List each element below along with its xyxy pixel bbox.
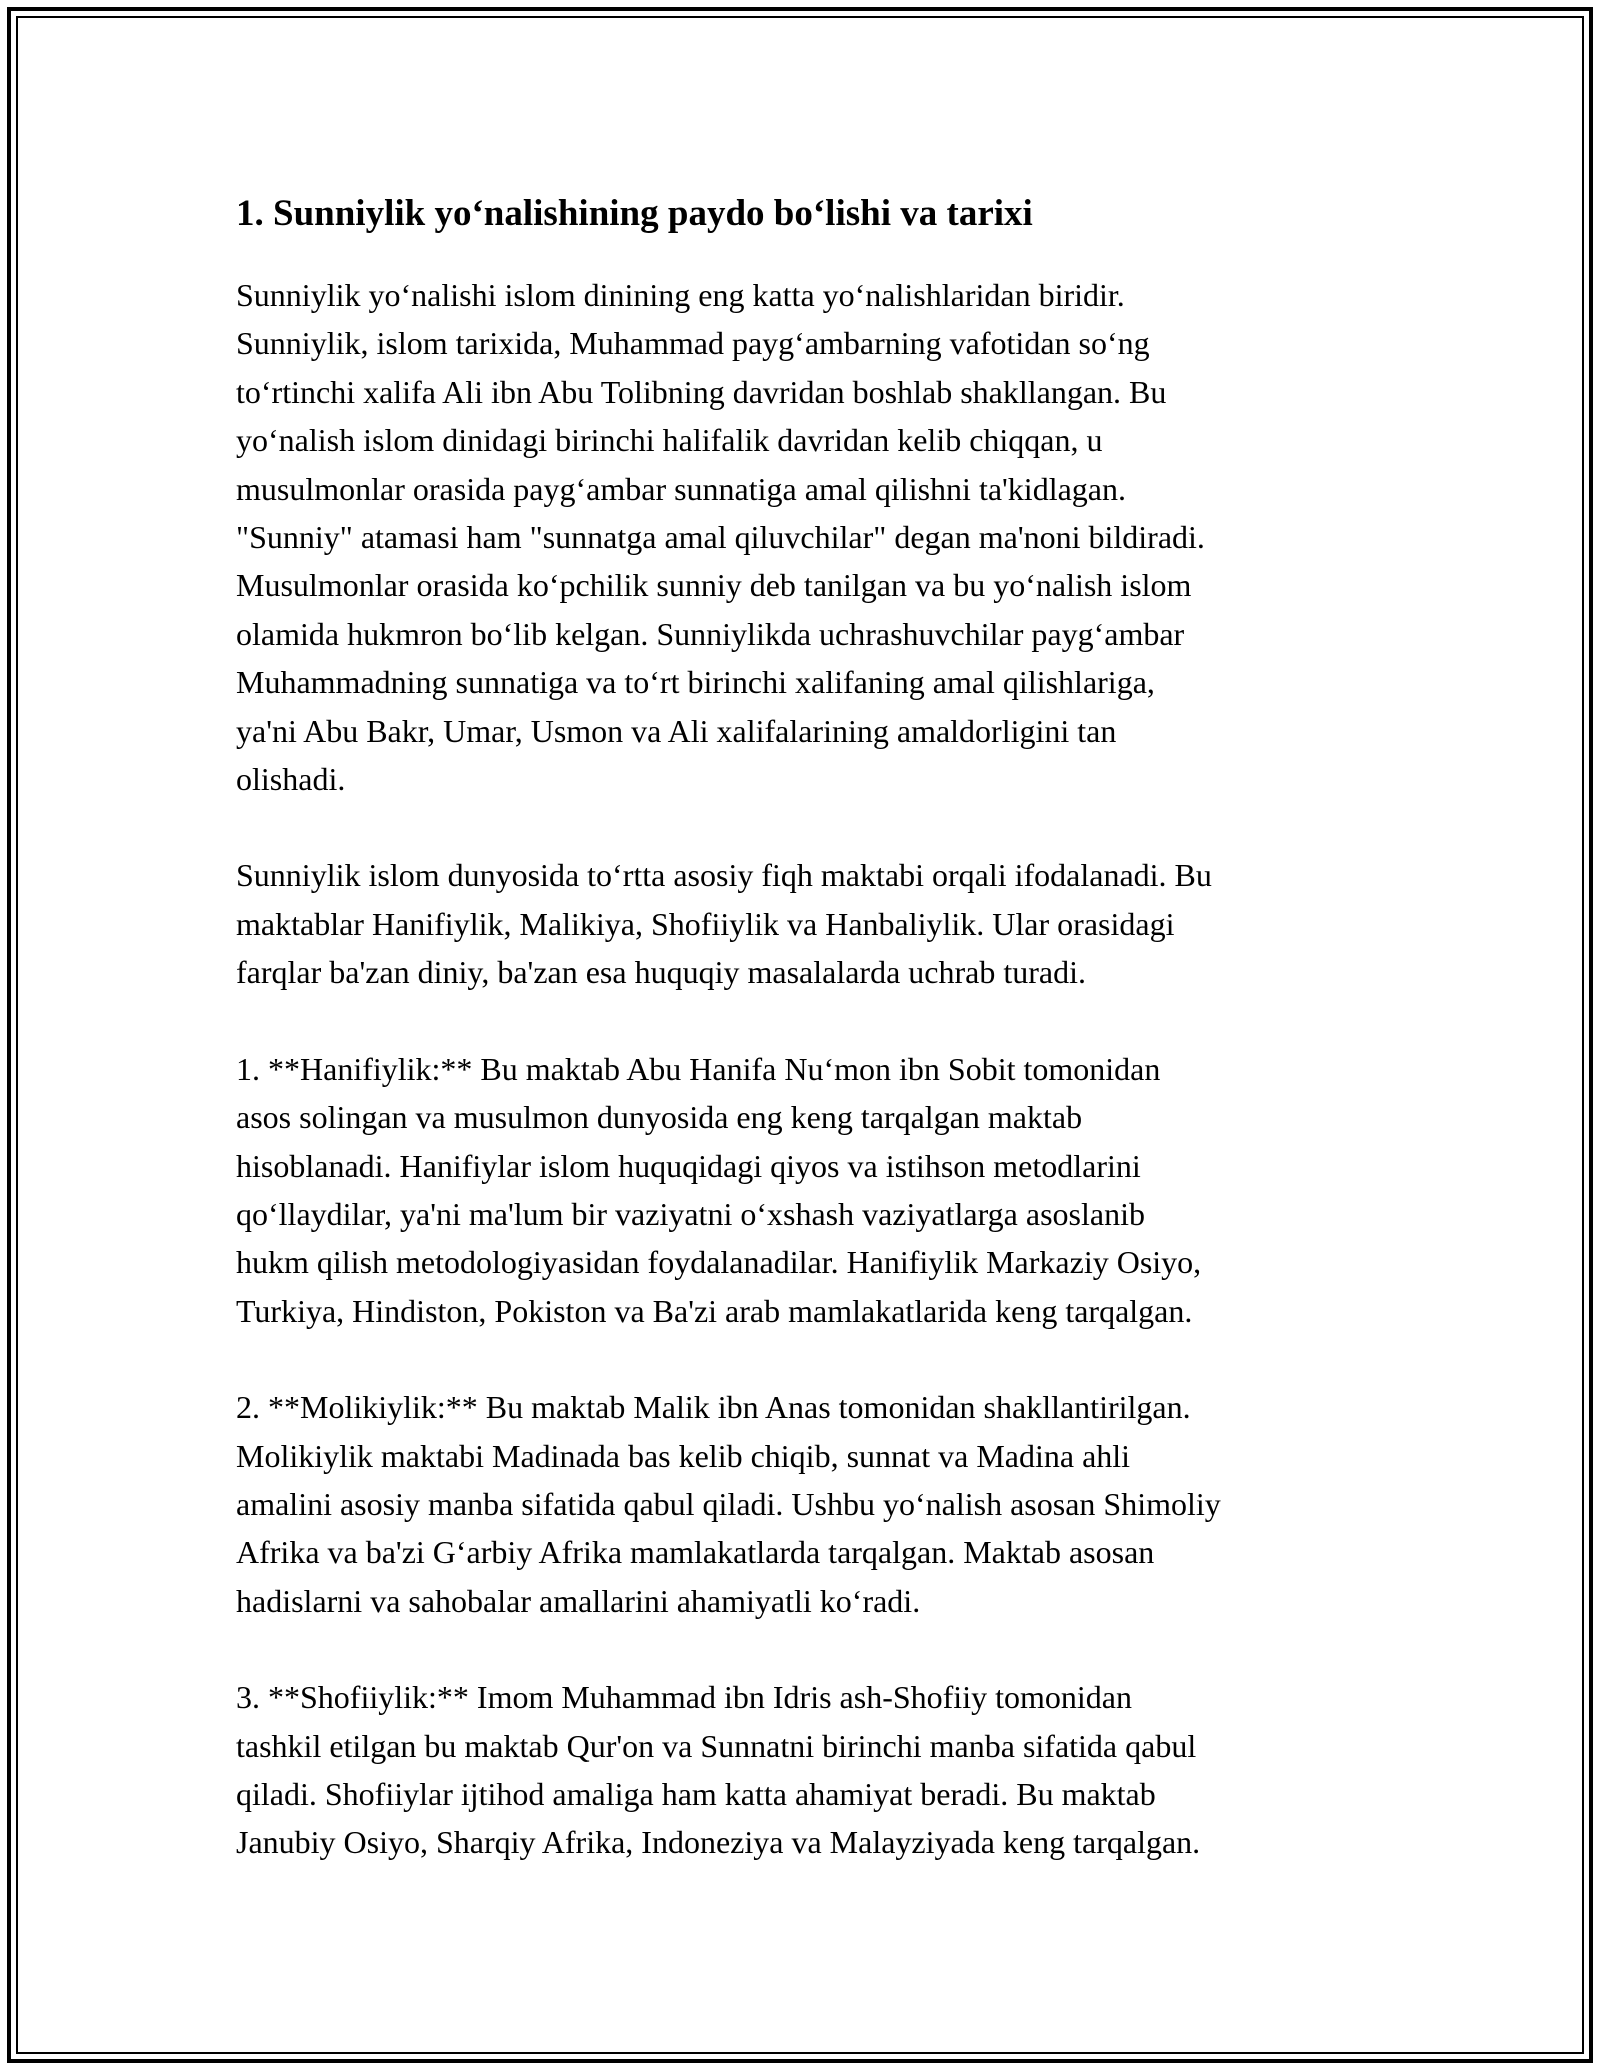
paragraph-molikiylik: 2. **Molikiylik:** Bu maktab Malik ibn Anas tomonidan shakllantirilgan. Molikiylik maktabi Madinada bas kelib chiqib, sunnat va Madina ahli amalini asosiy manba sifatida qabul qiladi. Ushbu yo‘nalish asosan Shimoliy Afrika va ba'zi G‘arbiy Afrika mamlakatlarda tarqalgan. Maktab asosan hadislarni va sahobalar amallarini ahamiyatli ko‘radi. xyxy=(236,1389,1221,1619)
section-heading: 1. Sunniylik yo‘nalishining paydo bo‘lishi va tarixi xyxy=(236,193,1033,234)
document-body xyxy=(236,185,1366,1915)
paragraph-fiqh-schools: Sunniylik islom dunyosida to‘rtta asosiy fiqh maktabi orqali ifodalanadi. Bu maktablar Hanifiylik, Malikiya, Shofiiylik va Hanbaliylik. Ular orasidagi farqlar ba'zan diniy, ba'zan esa huquqiy masalalarda uchrab turadi. xyxy=(236,857,1212,991)
paragraph-intro: Sunniylik yo‘nalishi islom dinining eng katta yo‘nalishlaridan biridir. Sunniylik, islom tarixida, Muhammad payg‘ambarning vafotidan so‘ng to‘rtinchi xalifa Ali ibn Abu Tolibning davridan boshlab shakllangan. Bu yo‘nalish islom dinidagi birinchi halifalik davridan kelib chiqqan, u musulmonlar orasida payg‘ambar sunnatiga amal qilishni ta'kidlagan. "Sunniy" atamasi ham "sunnatga amal qiluvchilar" degan ma'noni bildiradi. Musulmonlar orasida ko‘pchilik sunniy deb tanilgan va bu yo‘nalish islom olamida hukmron bo‘lib kelgan. Sunniylikda uchrashuvchilar payg‘ambar Muhammadning sunnatiga va to‘rt birinchi xalifaning amal qilishlariga, ya'ni Abu Bakr, Umar, Usmon va Ali xalifalarining amaldorligini tan olishadi. xyxy=(236,277,1205,798)
paragraph-shofiiylik: 3. **Shofiiylik:** Imom Muhammad ibn Idris ash-Shofiiy tomonidan tashkil etilgan bu maktab Qur'on va Sunnatni birinchi manba sifatida qabul qiladi. Shofiiylar ijtihod amaliga ham katta ahamiyat beradi. Bu maktab Janubiy Osiyo, Sharqiy Afrika, Indoneziya va Malayziyada keng tarqalgan. xyxy=(236,1679,1201,1861)
paragraph-hanifiylik: 1. **Hanifiylik:** Bu maktab Abu Hanifa Nu‘mon ibn Sobit tomonidan asos solingan va musulmon dunyosida eng keng tarqalgan maktab hisoblanadi. Hanifiylar islom huquqidagi qiyos va istihson metodlarini qo‘llaydilar, ya'ni ma'lum bir vaziyatni o‘xshash vaziyatlarga asoslanib hukm qilish metodologiyasidan foydalanadilar. Hanifiylik Markaziy Osiyo, Turkiya, Hindiston, Pokiston va Ba'zi arab mamlakatlarida keng tarqalgan. xyxy=(236,1050,1202,1329)
